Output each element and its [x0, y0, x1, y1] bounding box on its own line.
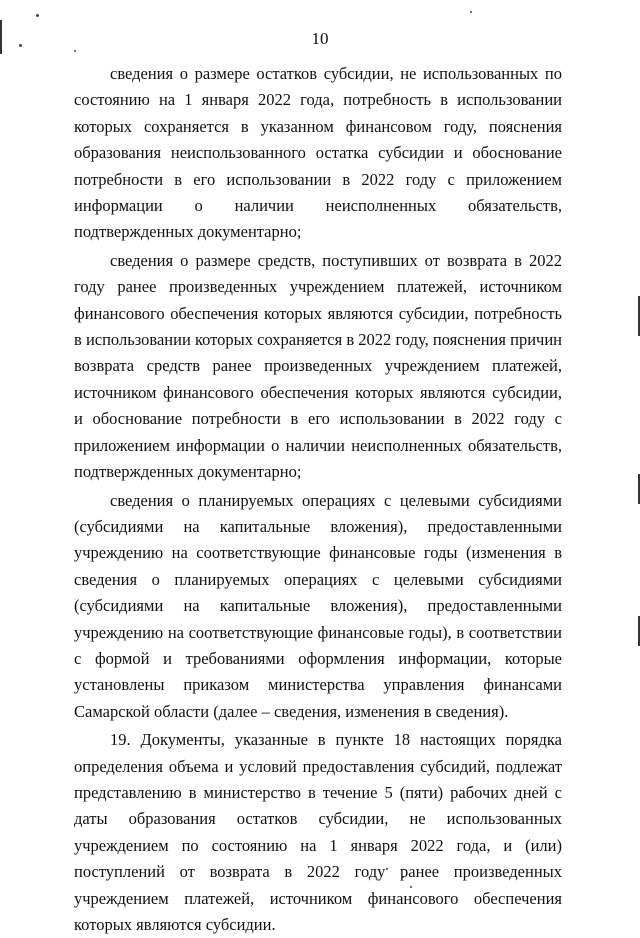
scan-speck	[36, 14, 39, 17]
paragraph: сведения о планируемых операциях с целевыми субсидиями (субсидиями на капитальные вложения), предоставленными учреждению на соответствующие финансовые годы (изменения в сведения о планируемых операциях с целевыми субсидиями (субсидиями на капитальные вложения), предоставленными учреждению на соответствующие финансовые годы), в соответствии с формой и требованиями оформления информации, которые установлены приказом министерства управления финансами Самарской области (далее – сведения, изменения в сведения).	[74, 490, 562, 721]
document-body	[74, 61, 562, 938]
paragraph: 19. Документы, указанные в пункте 18 настоящих порядка определения объема и условий предоставления субсидий, подлежат представлению в министерство в течение 5 (пяти) рабочих дней с даты образования остатков субсидии, не использованных учреждением по состоянию на 1 января 2022 года, и (или) поступлений от возврата в 2022 году ранее произведенных учреждением платежей, источником финансового обеспечения которых являются субсидии.	[74, 730, 562, 934]
paragraph: сведения о размере остатков субсидии, не использованных по состоянию на 1 января 2022 года, потребность в использовании которых сохраняется в указанном финансовом году, пояснения образования неиспользованного остатка субсидии и обоснование потребности в его использовании в 2022 году с приложением информации о наличии неисполненных обязательств, подтвержденных документарно;	[74, 64, 562, 242]
page-number: 10	[311, 29, 329, 48]
paragraph: сведения о размере средств, поступивших от возврата в 2022 году ранее произведенных учреждением платежей, источником финансового обеспечения которых являются субсидии, потребность в использовании которых сохраняется в 2022 году, пояснения причин возврата средств ранее произведенных учреждением платежей, источником финансового обеспечения которых являются субсидии, и обоснование потребности в его использовании в 2022 году с приложением информации о наличии неисполненных обязательств, подтвержденных документарно;	[74, 250, 562, 482]
scan-speck	[74, 50, 76, 52]
scan-speck	[470, 11, 472, 13]
